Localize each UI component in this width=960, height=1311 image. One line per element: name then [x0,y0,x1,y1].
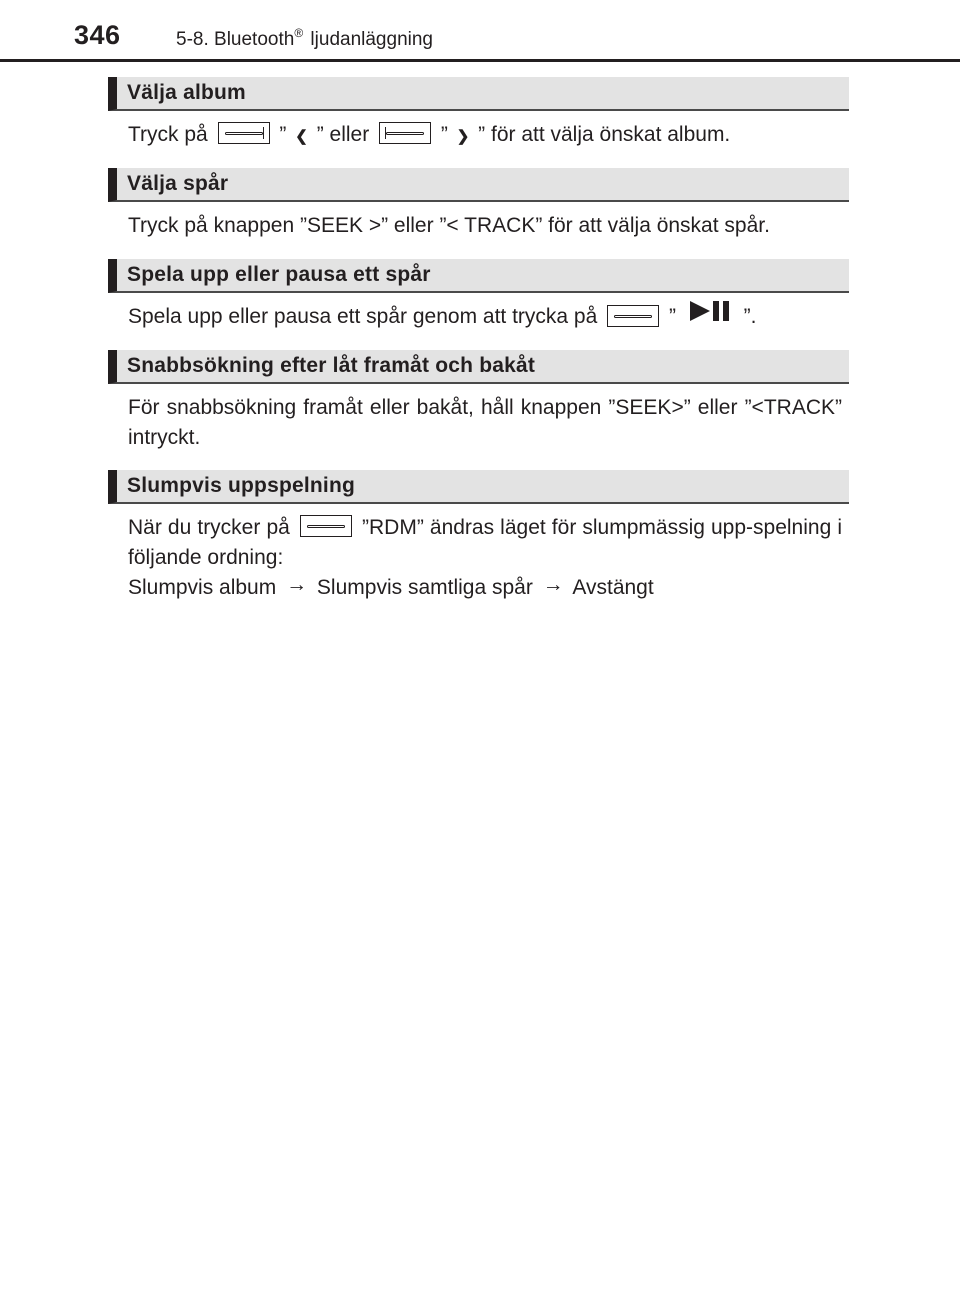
arrow-right-icon: → [286,573,308,596]
sequence-step: Slumpvis samtliga spår [316,576,533,599]
heading-select-track [108,168,849,202]
heading-fast-search-text: Snabbsökning efter låt framåt och bakåt [127,354,536,377]
section-title [176,26,433,51]
registered-mark: ® [294,26,304,40]
next-chevron-icon: ❯ [456,128,470,145]
quote-close: ”. [743,305,757,329]
para-text: Spela upp eller pausa ett spår genom att trycka på [128,305,598,329]
heading-play-pause [108,259,849,293]
prev-chevron-icon: ❮ [295,128,308,145]
knob-left-icon [218,122,270,144]
quote-open: ” [279,123,287,146]
play-pause-icon [688,300,732,331]
button-icon [300,515,352,537]
para-text: Tryck på [128,123,208,146]
heading-select-track-text: Välja spår [127,172,229,195]
heading-random-play [108,470,849,504]
para-text: När du trycker på [128,516,290,539]
para-text: ”RDM” ändras läget för slumpmässig upp-spelning i följande ordning: [128,516,843,569]
paragraph-select-track: Tryck på knappen ”SEEK >” eller ”< TRACK” för att välja önskat spår. [128,214,770,237]
heading-select-album [108,77,849,111]
sequence-step: Slumpvis album [128,576,277,599]
knob-right-icon [379,122,431,144]
header-rule [0,59,960,62]
page-number: 346 [74,20,121,50]
para-text: ” eller [316,123,370,146]
paragraph-fast-search: För snabbsökning framåt eller bakåt, håll knappen ”SEEK>” eller ”<TRACK” intryckt. [128,396,842,449]
paragraph-play-pause [128,302,842,333]
para-text: ” för att välja önskat album. [478,123,731,146]
paragraph-random-play [128,513,842,573]
heading-random-play-text: Slumpvis uppspelning [127,474,356,497]
page-header [0,0,960,64]
heading-select-album-text: Välja album [127,81,246,104]
section-title-suffix: ljudanläggning [305,29,433,50]
heading-play-pause-text: Spela upp eller pausa ett spår [127,263,431,286]
quote-open: ” [668,305,676,329]
random-sequence [128,573,842,603]
quote-open: ” [440,123,448,146]
heading-fast-search [108,350,849,384]
paragraph-select-album [128,120,842,152]
sequence-step: Avstängt [572,576,654,599]
arrow-right-icon: → [542,573,564,596]
section-title-text: 5-8. Bluetooth [176,29,295,50]
button-icon [607,305,659,327]
